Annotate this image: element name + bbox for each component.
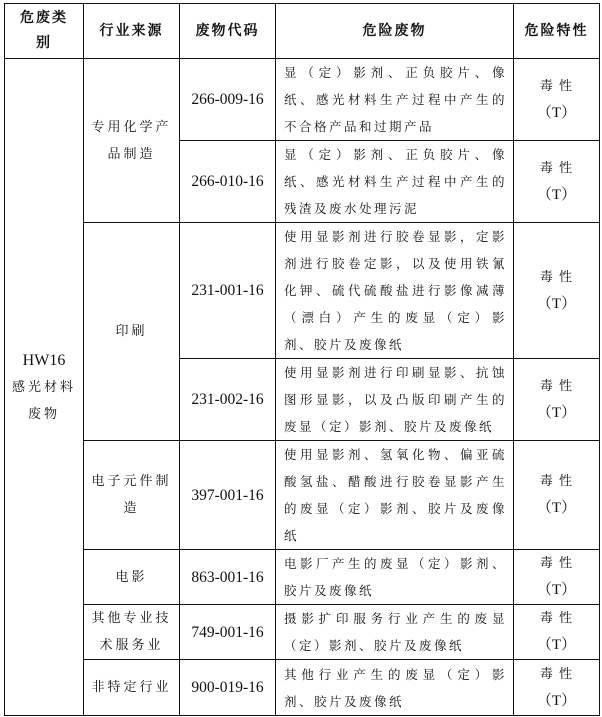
hazard-symbol: （T） — [536, 186, 577, 203]
hazard-cell — [514, 605, 600, 660]
hazard-label: 毒 性 — [539, 666, 574, 682]
hazard-cell — [514, 359, 600, 441]
table-row — [5, 223, 600, 359]
hazard-label: 毒 性 — [539, 78, 574, 94]
waste-code: 266-010-16 — [180, 141, 276, 223]
table-row — [5, 605, 600, 660]
waste-code: 266-009-16 — [180, 59, 276, 141]
hazard-cell — [514, 550, 600, 605]
waste-description: 使用显影剂进行印刷显影、抗蚀图形显影，以及凸版印刷产生的废显（定）影剂、胶片及废像纸 — [276, 359, 514, 441]
header-category: 危废类别 — [5, 4, 84, 59]
table-row — [5, 441, 600, 550]
source-cell: 其他专业技术服务业 — [84, 605, 180, 660]
source-cell: 电子元件制造 — [84, 441, 180, 550]
table-row — [5, 660, 600, 716]
hazard-symbol: （T） — [536, 404, 577, 421]
source-cell: 专用化学产品制造 — [84, 59, 180, 223]
hazard-cell — [514, 660, 600, 716]
waste-description: 电影厂产生的废显（定）影剂、胶片及废像纸 — [276, 550, 514, 605]
hazard-cell — [514, 59, 600, 141]
hazard-label: 毒 性 — [539, 474, 574, 489]
waste-code: 900-019-16 — [180, 660, 276, 716]
hazard-label: 毒 性 — [539, 160, 574, 176]
hazard-symbol: （T） — [536, 295, 577, 312]
waste-description: 使用显影剂进行胶卷显影，定影剂进行胶卷定影，以及使用铁氰化钾、硫代硫酸盐进行影像减薄（漂白）产生的废显（定）影剂、胶片及废像纸 — [276, 223, 514, 359]
waste-code: 231-001-16 — [180, 223, 276, 359]
header-waste: 危险废物 — [276, 4, 514, 59]
waste-description: 摄影扩印服务行业产生的废显（定）影剂、胶片及废像纸 — [276, 605, 514, 660]
source-cell: 印刷 — [84, 223, 180, 441]
category-code: HW16 — [22, 351, 66, 369]
waste-code: 749-001-16 — [180, 605, 276, 660]
hazard-cell — [514, 141, 600, 223]
header-code: 废物代码 — [180, 4, 276, 59]
waste-description: 使用显影剂、氢氧化物、偏亚硫酸氢盐、醋酸进行胶卷显影产生的废显（定）影剂、胶片及废像纸 — [276, 441, 514, 550]
hazardous-waste-table — [4, 3, 600, 716]
hazard-label: 毒 性 — [539, 269, 574, 285]
category-name: 感光材料废物 — [11, 379, 76, 422]
waste-code: 397-001-16 — [180, 441, 276, 550]
hazard-cell — [514, 223, 600, 359]
waste-description: 显（定）影剂、正负胶片、像纸、感光材料生产过程中产生的不合格产品和过期产品 — [276, 59, 514, 141]
source-cell: 电影 — [84, 550, 180, 605]
category-cell — [5, 59, 84, 716]
hazard-symbol: （T） — [536, 500, 577, 516]
hazard-symbol: （T） — [536, 692, 577, 709]
source-cell: 非特定行业 — [84, 660, 180, 716]
waste-description: 显（定）影剂、正负胶片、像纸、感光材料生产过程中产生的残渣及废水处理污泥 — [276, 141, 514, 223]
header-hazard: 危险特性 — [514, 4, 600, 59]
header-row — [5, 4, 600, 59]
waste-code: 863-001-16 — [180, 550, 276, 605]
header-source: 行业来源 — [84, 4, 180, 59]
waste-description: 其他行业产生的废显（定）影剂、胶片及废像纸 — [276, 660, 514, 716]
hazard-label: 毒 性 — [539, 556, 574, 571]
hazard-symbol: （T） — [536, 104, 577, 121]
hazard-label: 毒 性 — [539, 378, 574, 394]
hazard-symbol: （T） — [536, 582, 577, 598]
hazard-symbol: （T） — [536, 637, 577, 653]
hazard-label: 毒 性 — [539, 611, 574, 626]
table-row — [5, 59, 600, 141]
hazard-cell — [514, 441, 600, 550]
waste-code: 231-002-16 — [180, 359, 276, 441]
table-row — [5, 550, 600, 605]
